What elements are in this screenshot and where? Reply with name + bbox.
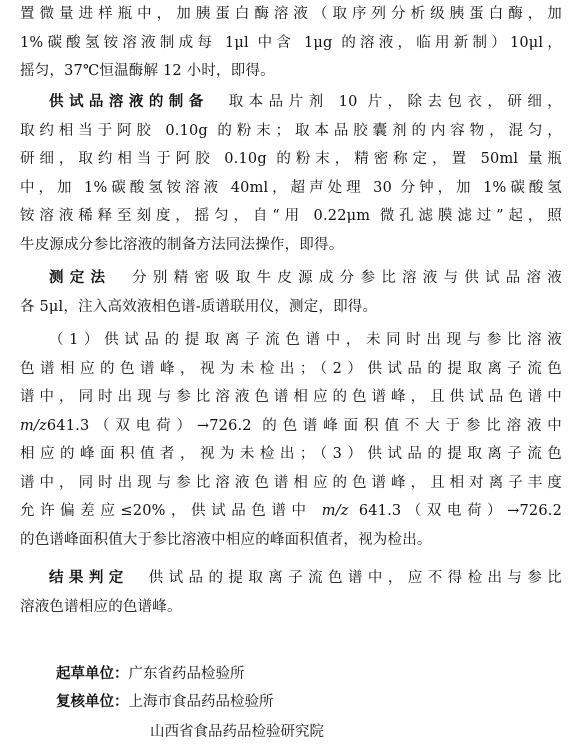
review-unit-second <box>150 718 324 746</box>
review-unit-value-2: 山西省食品药品检验研究院 <box>150 724 324 740</box>
review-unit-label: 复核单位： <box>56 694 129 710</box>
result-line-1 <box>20 564 562 593</box>
result-line-2: 溶液色谱相应的色谱峰。 <box>20 598 182 615</box>
criteria-line-4 <box>20 412 562 441</box>
sample-prep-line-1-text: 取本品片剂 10 片，除去包衣，研细， <box>228 94 562 110</box>
method-line-2: 各 5μl，注入高效液相色谱-质谱联用仪，测定，即得。 <box>20 298 378 315</box>
sample-prep-line-2: 取约相当于阿胶 0.10g 的粉末；取本品胶囊剂的内容物，混匀， <box>20 122 562 139</box>
criteria-line-6: 谱中，同时出现与参比溶液色谱相应的色谱峰，且相对离子丰度 <box>20 474 562 491</box>
draft-unit-label: 起草单位： <box>56 666 129 682</box>
criteria-line-7-pre: 允许偏差应≤20%，供试品色谱中 <box>20 503 322 519</box>
method-line-1 <box>20 264 562 293</box>
sample-prep-line-3: 研细，取约相当于阿胶 0.10g 的粉末，精密称定，置 50ml 量瓶 <box>20 151 562 167</box>
method-heading: 测定法 <box>49 270 112 286</box>
criteria-line-8: 的色谱峰面积值大于参比溶液中相应的峰面积值者，视为检出。 <box>20 531 432 548</box>
criteria-line-3: 谱中，同时出现与参比溶液色谱相应的色谱峰，且供试品色谱中 <box>20 389 562 405</box>
criteria-line-1: （1）供试品的提取离子流色谱中，未同时出现与参比溶液 <box>49 332 562 348</box>
sample-prep-paragraph <box>20 88 562 259</box>
result-heading: 结果判定 <box>49 570 129 586</box>
result-paragraph <box>20 564 562 621</box>
sample-prep-line-5: 铵溶液稀释至刻度，摇匀，自“用 0.22μm 微孔滤膜滤过”起，照 <box>20 208 562 224</box>
review-unit <box>56 688 274 716</box>
enzyme-line-2: 1%碳酸氢铵溶液制成每 1μl 中含 1μg 的溶液，临用新制）10μl， <box>20 34 562 51</box>
enzyme-line-1: 置微量进样瓶中，加胰蛋白酶溶液（取序列分析级胰蛋白酶，加 <box>20 6 562 22</box>
method-paragraph <box>20 264 562 321</box>
mz-symbol: m/z <box>20 417 47 434</box>
enzyme-paragraph <box>20 0 562 86</box>
sample-prep-line-6: 牛皮源成分参比溶液的制备方法同法操作，即得。 <box>20 236 344 253</box>
criteria-line-7 <box>20 497 562 526</box>
criteria-line-2: 色谱相应的色谱峰，视为未检出；（2）供试品的提取离子流色 <box>20 360 562 377</box>
sample-prep-heading: 供试品溶液的制备 <box>49 94 209 110</box>
review-unit-value-1: 上海市食品药品检验所 <box>128 694 274 710</box>
result-line-1-text: 供试品的提取离子流色谱中，应不得检出与参比 <box>148 570 562 586</box>
sample-prep-line-4: 中，加 1%碳酸氢铵溶液 40ml，超声处理 30 分钟，加 1%碳酸氢 <box>20 179 562 196</box>
method-line-1-text: 分别精密吸取牛皮源成分参比溶液与供试品溶液 <box>132 270 562 286</box>
sample-prep-line-1 <box>20 88 562 117</box>
draft-unit <box>56 660 245 688</box>
criteria-line-5: 相应的峰面积值者，视为未检出；（3）供试品的提取离子流色 <box>20 446 562 462</box>
criteria-line-7-rest: 641.3（双电荷）→726.2 <box>348 503 562 519</box>
draft-unit-value: 广东省药品检验所 <box>128 666 245 682</box>
mz-symbol: m/z <box>321 503 349 519</box>
criteria-line-4-text: 641.3（双电荷）→726.2 的色谱峰面积值不大于参比溶液中 <box>46 417 562 434</box>
enzyme-line-3: 摇匀，37℃恒温酶解 12 小时，即得。 <box>20 63 275 79</box>
criteria-paragraph <box>20 326 562 554</box>
